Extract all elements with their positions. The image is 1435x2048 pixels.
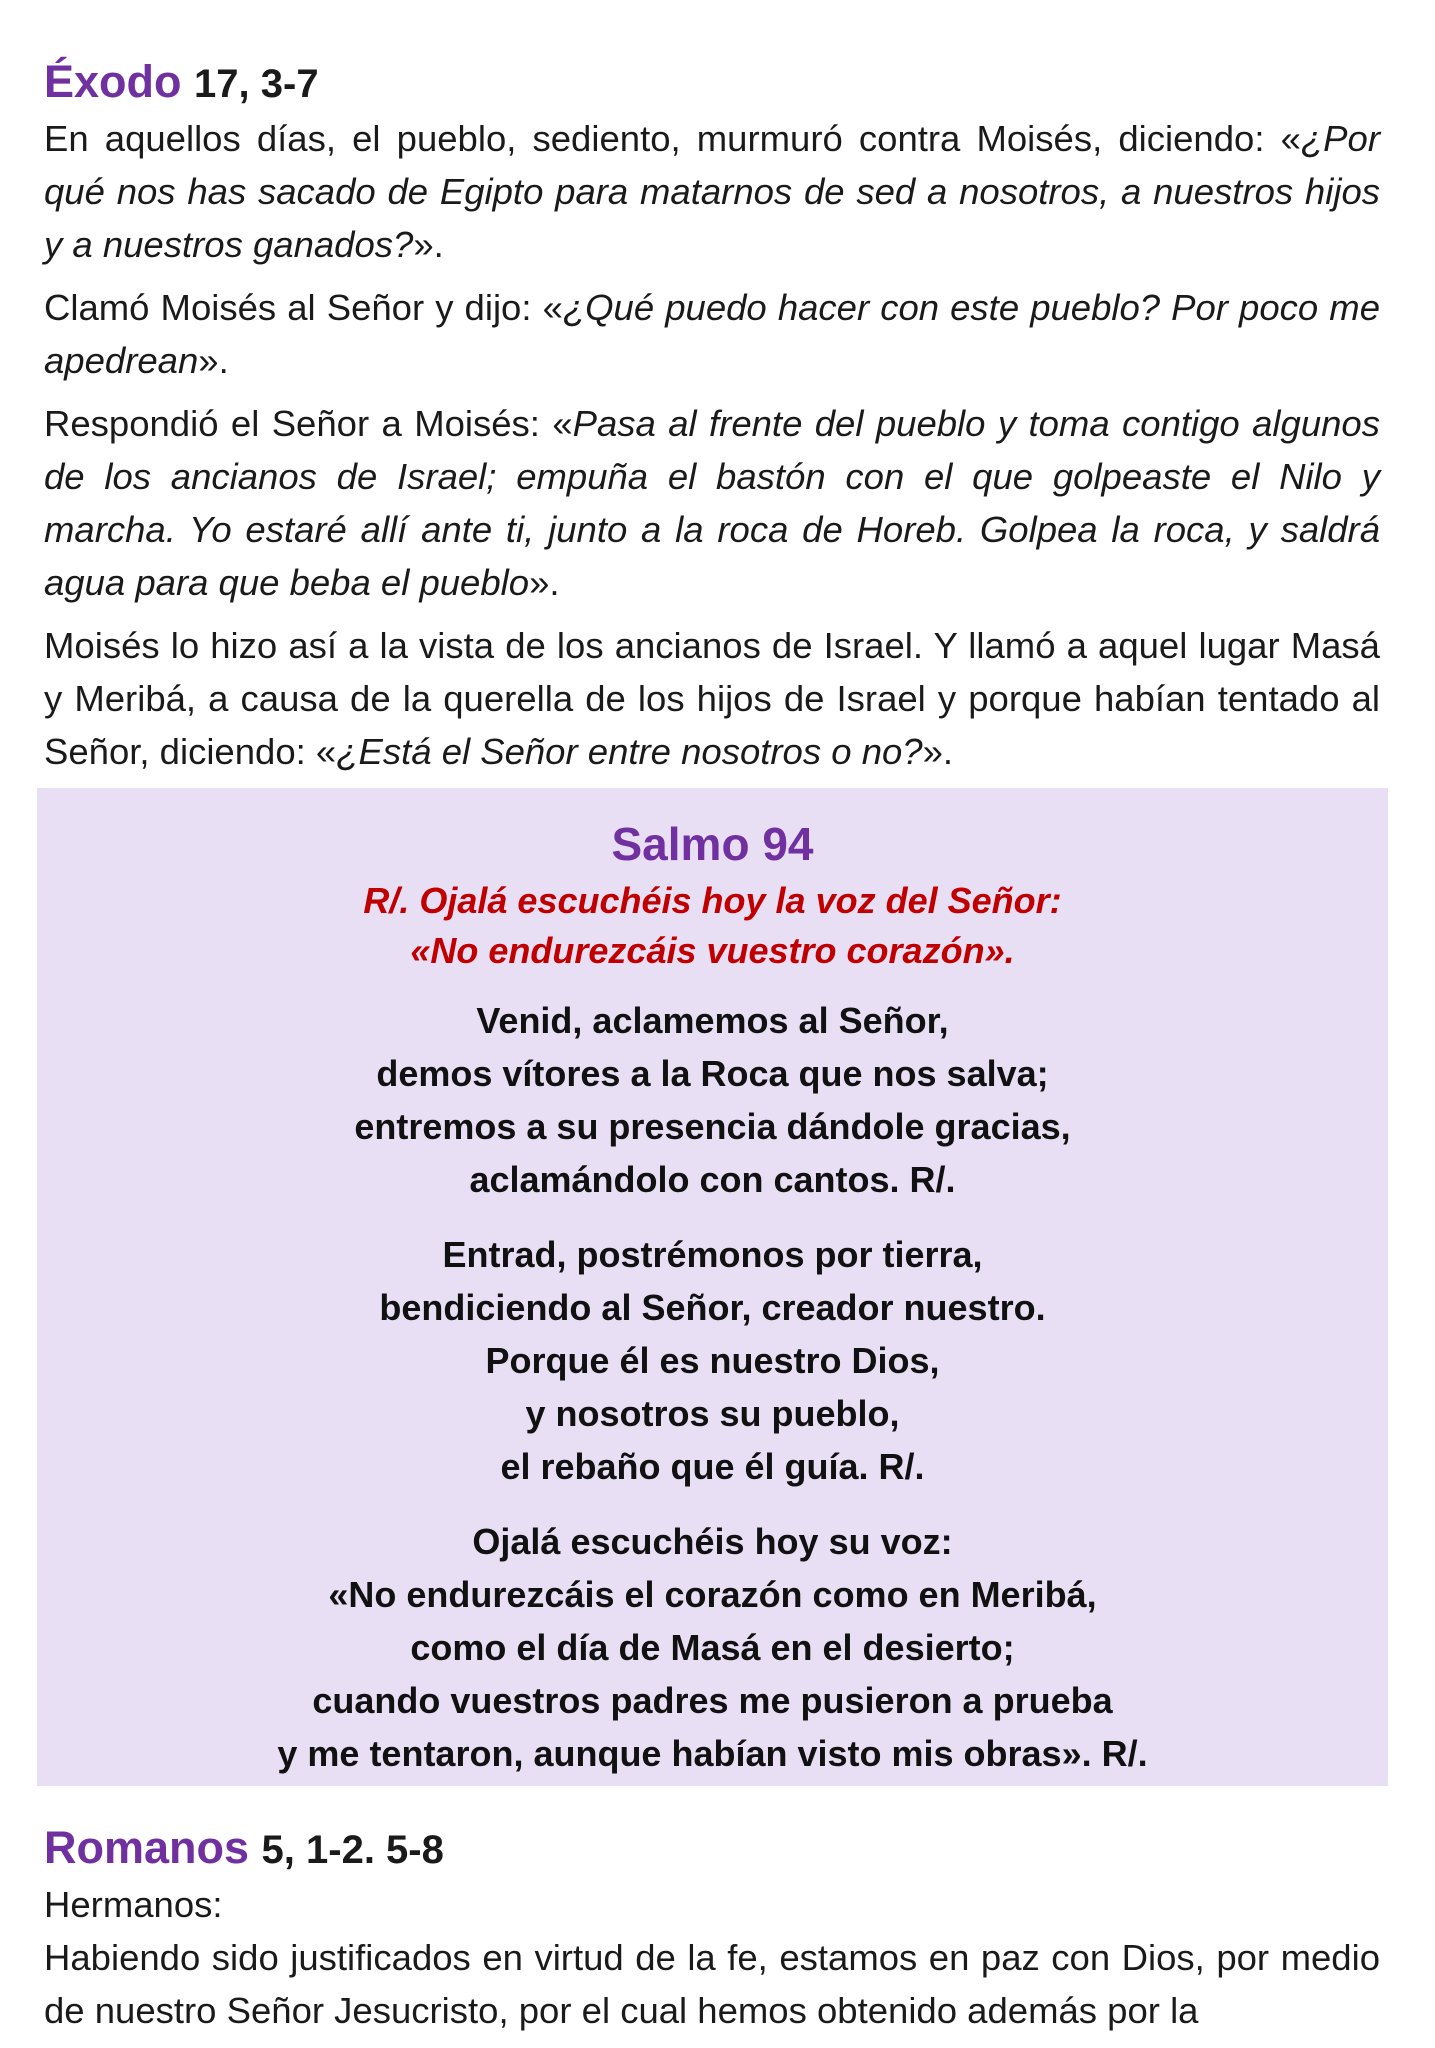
- paragraph: Habiendo sido justificados en virtud de la fe, estamos en paz con Dios, por medio de nuestro Señor Jesucristo, por el cual hemos obtenido además por la: [44, 1937, 1380, 2031]
- psalm-line: cuando vuestros padres me pusieron a prueba: [312, 1680, 1113, 1721]
- reading-heading: [44, 1820, 1380, 1878]
- psalm-line: Venid, aclamemos al Señor,: [476, 1000, 949, 1041]
- reading-heading: [44, 54, 1380, 112]
- psalm-line: como el día de Masá en el desierto;: [410, 1627, 1015, 1668]
- psalm-line: aclamándolo con cantos. R/.: [469, 1159, 956, 1200]
- paragraph: Hermanos:: [44, 1884, 223, 1925]
- psalm-line: demos vítores a la Roca que nos salva;: [376, 1053, 1049, 1094]
- psalm-line: Entrad, postrémonos por tierra,: [442, 1234, 983, 1275]
- psalm-refrain-line: R/. Ojalá escuchéis hoy la voz del Señor:: [363, 880, 1062, 921]
- psalm-line: entremos a su presencia dándole gracias,: [354, 1106, 1071, 1147]
- paragraph: En aquellos días, el pueblo, sediento, murmuró contra Moisés, diciendo: «¿Por qué nos has sacado de Egipto para matarnos de sed a nosotros, a nuestros hijos y a nuestros ganados?».: [44, 118, 1380, 265]
- psalm-title: Salmo 94: [611, 818, 814, 870]
- paragraph: Respondió el Señor a Moisés: «Pasa al frente del pueblo y toma contigo algunos de los ancianos de Israel; empuña el bastón con el que golpeaste el Nilo y marcha. Yo estaré allí ante ti, junto a la roca de Horeb. Golpea la roca, y saldrá agua para que beba el pueblo».: [44, 403, 1380, 603]
- psalm-line: el rebaño que él guía. R/.: [500, 1446, 925, 1487]
- psalm-stanza: [37, 1515, 1388, 1780]
- reading-romanos: [44, 1820, 1380, 2047]
- psalm-refrain-line: «No endurezcáis vuestro corazón».: [410, 930, 1015, 971]
- reading-exodo: [44, 54, 1380, 788]
- book-name: Éxodo: [44, 56, 182, 107]
- psalm-stanza: [37, 994, 1388, 1206]
- psalm-line: y nosotros su pueblo,: [525, 1393, 900, 1434]
- psalm-line: y me tentaron, aunque habían visto mis obras». R/.: [277, 1733, 1148, 1774]
- psalm-line: bendiciendo al Señor, creador nuestro.: [379, 1287, 1046, 1328]
- book-reference: 17, 3-7: [194, 62, 319, 106]
- psalm-line: Ojalá escuchéis hoy su voz:: [472, 1521, 953, 1562]
- book-reference: 5, 1-2. 5-8: [261, 1828, 444, 1872]
- psalm-box: [37, 788, 1388, 1786]
- paragraph: Moisés lo hizo así a la vista de los ancianos de Israel. Y llamó a aquel lugar Masá y Meribá, a causa de la querella de los hijos de Israel y porque habían tentado al Señor, diciendo: «¿Está el Señor entre nosotros o no?».: [44, 625, 1380, 772]
- paragraph: Clamó Moisés al Señor y dijo: «¿Qué puedo hacer con este pueblo? Por poco me apedrean».: [44, 287, 1380, 381]
- psalm-line: Porque él es nuestro Dios,: [485, 1340, 940, 1381]
- psalm-stanza: [37, 1228, 1388, 1493]
- book-name: Romanos: [44, 1822, 250, 1873]
- psalm-line: «No endurezcáis el corazón como en Meribá,: [328, 1574, 1097, 1615]
